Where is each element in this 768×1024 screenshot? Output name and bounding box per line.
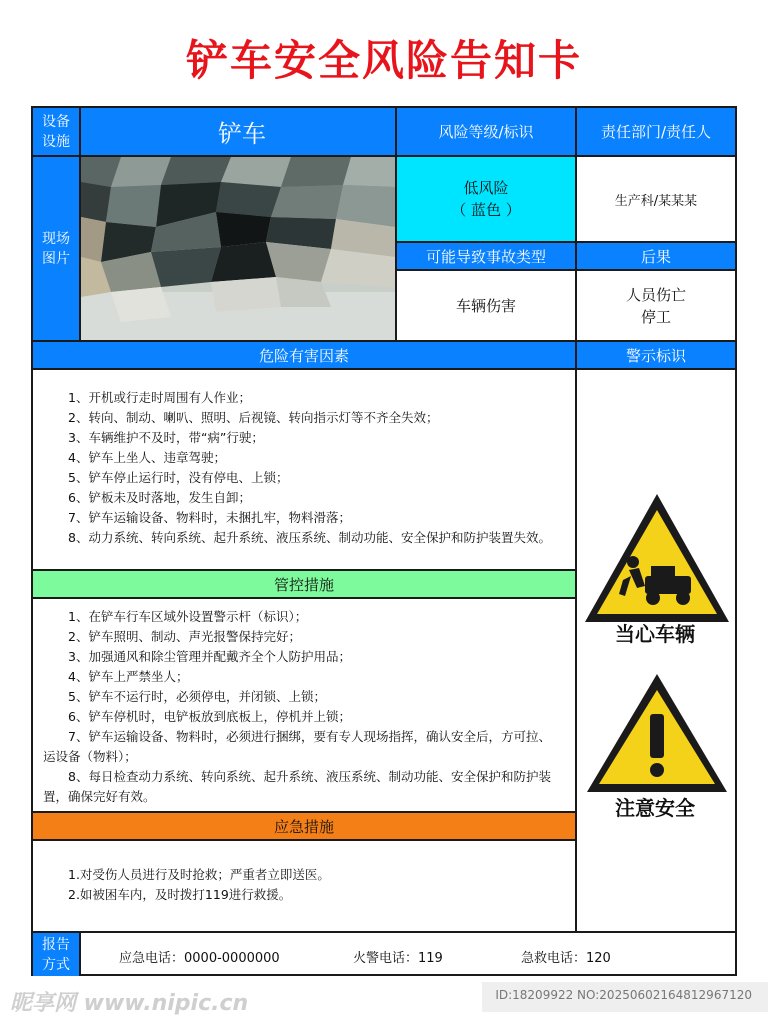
- watermark-id: ID:18209922 NO:20250602164812967120: [495, 988, 752, 1002]
- list-item: 1.对受伤人员进行及时抢救；严重者立即送医。: [68, 867, 330, 882]
- warning-signs-heading: 警示标识: [575, 342, 735, 370]
- list-item: 1、开机或行走时周围有人作业；: [68, 390, 251, 405]
- safety-sign-caption: 注意安全: [615, 796, 695, 820]
- ambulance-phone: 急救电话：120: [521, 951, 611, 966]
- accident-type-value: 车辆伤害: [395, 271, 575, 342]
- list-item: 2、转向、制动、喇叭、照明、后视镜、转向指示灯等不齐全失效；: [68, 410, 439, 425]
- accident-type-header: 可能导致事故类型: [395, 243, 575, 271]
- list-item: 5、铲车停止运行时，没有停电、上锁；: [68, 470, 289, 485]
- report-phones: [81, 933, 735, 976]
- vehicle-sign-caption: 当心车辆: [615, 622, 695, 646]
- fire-phone: 火警电话：119: [353, 951, 443, 966]
- site-photo: [81, 157, 395, 342]
- risk-card: [31, 106, 737, 976]
- device-name: 铲车: [81, 108, 395, 157]
- vehicle-warning-icon: [579, 488, 735, 638]
- controls-heading: 管控措施: [33, 571, 575, 599]
- list-item: 4、铲车上严禁坐人；: [68, 669, 189, 684]
- list-item: 6、铲车停机时，电铲板放到底板上，停机并上锁；: [68, 709, 351, 724]
- photo-label: 现场 图片: [33, 157, 81, 342]
- list-item: 2.如被困车内，及时拨打119进行救援。: [68, 887, 292, 902]
- list-item: 3、车辆维护不及时，带“病”行驶；: [68, 430, 264, 445]
- list-item: 2、铲车照明、制动、声光报警保持完好；: [68, 629, 301, 644]
- list-item: 4、铲车上坐人、违章驾驶；: [68, 450, 226, 465]
- list-item: 5、铲车不运行时，必须停电，并闭锁、上锁；: [68, 689, 326, 704]
- watermark-logo: 昵享网 www.nipic.cn: [10, 991, 249, 1016]
- emergency-heading: 应急措施: [33, 813, 575, 841]
- warning-signs-area: [575, 370, 735, 933]
- risk-level-header: 风险等级/标识: [395, 108, 575, 157]
- list-item: 8、动力系统、转向系统、起升系统、液压系统、制动功能、安全保护和防护装置失效。: [68, 530, 551, 545]
- controls-list: [33, 599, 575, 813]
- risk-level-value: 低风险 （ 蓝色 ）: [395, 157, 575, 243]
- responsible-header: 责任部门/责任人: [575, 108, 735, 157]
- emergency-phone: 应急电话：0000-0000000: [119, 951, 280, 966]
- report-label: 报告 方式: [33, 933, 81, 976]
- site-photo-mosaic: [81, 157, 395, 342]
- caution-warning-icon: [579, 670, 735, 800]
- list-item: 3、加强通风和除尘管理并配戴齐全个人防护用品；: [68, 649, 351, 664]
- hazards-heading: 危险有害因素: [33, 342, 575, 370]
- consequence-header: 后果: [575, 243, 735, 271]
- list-item: 7、铲车运输设备、物料时，未捆扎牢，物料滑落；: [68, 510, 351, 525]
- list-item: 6、铲板未及时落地，发生自卸；: [68, 490, 251, 505]
- list-item: 8、每日检查动力系统、转向系统、起升系统、液压系统、制动功能、安全保护和防护装置，确保完好有效。: [43, 769, 551, 804]
- page-title: 铲车安全风险告知卡: [185, 36, 582, 85]
- list-item: 7、铲车运输设备、物料时，必须进行捆绑，要有专人现场指挥，确认安全后，方可拉、运设备（物料）；: [43, 729, 551, 764]
- responsible-value: 生产科/某某某: [575, 157, 735, 243]
- emergency-list: [33, 841, 575, 933]
- list-item: 1、在铲车行车区域外设置警示杆（标识）；: [68, 609, 308, 624]
- hazards-list: [33, 370, 575, 571]
- device-label: 设备 设施: [33, 108, 81, 157]
- consequence-value: 人员伤亡 停工: [575, 271, 735, 342]
